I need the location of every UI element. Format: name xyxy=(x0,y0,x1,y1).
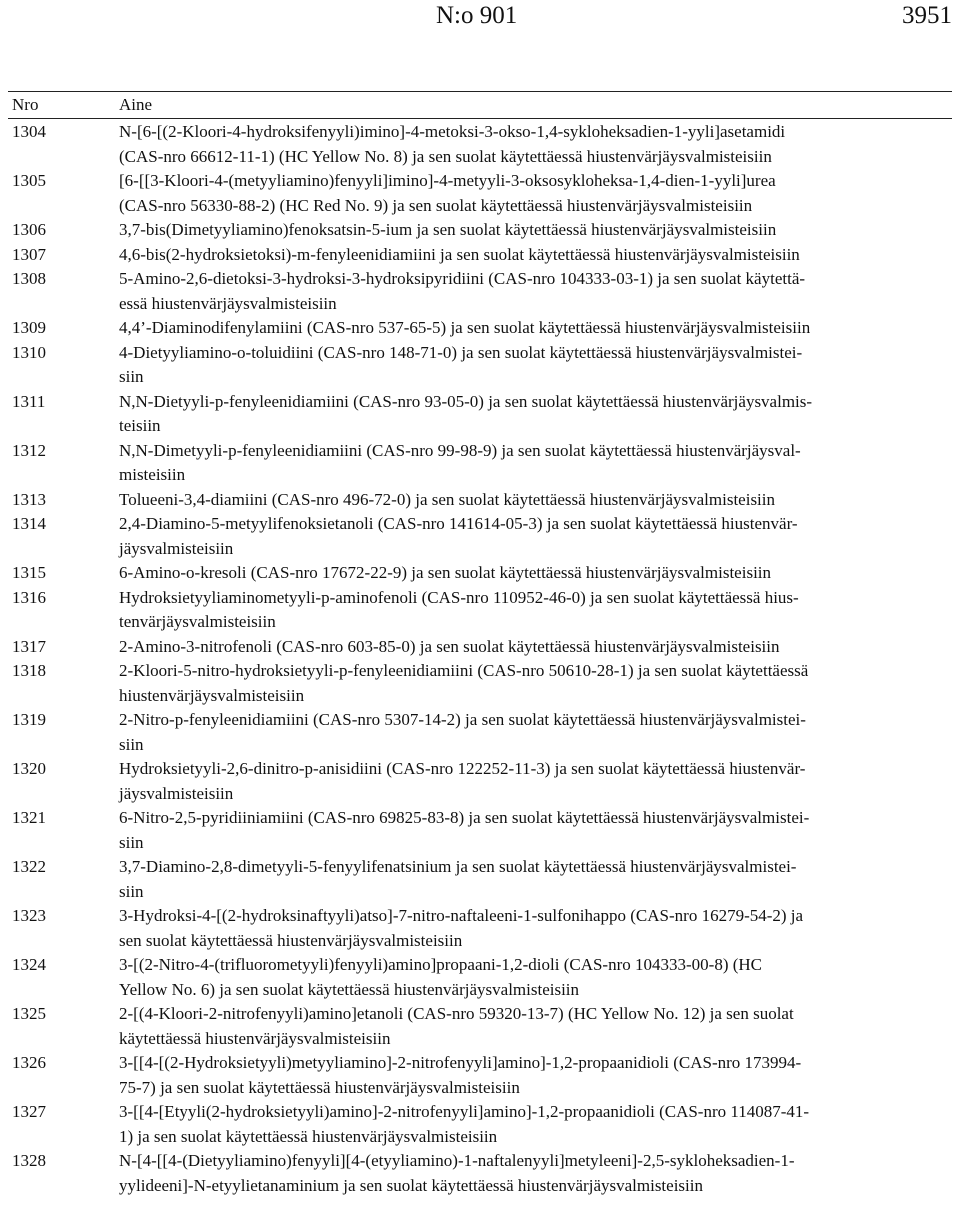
table-row xyxy=(0,341,960,390)
substance-description: Hydroksietyyli-2,6-dinitro-p-anisidiini (CAS-nro 122252-11-3) ja sen suolat käytettäessä hiustenvär- jäysvalmisteisiin xyxy=(119,759,806,803)
row-number: 1327 xyxy=(12,1102,46,1121)
row-number: 1307 xyxy=(12,244,46,264)
table-row xyxy=(0,1100,960,1149)
substance-description: 6-Amino-o-kresoli (CAS-nro 17672-22-9) ja sen suolat käytettäessä hiustenvärjäysvalmisteisiin xyxy=(119,563,772,582)
substance-description: N,N-Dietyyli-p-fenyleenidiamiini (CAS-nro 93-05-0) ja sen suolat käytettäessä hiustenvärjäysvalmis- teisiin xyxy=(119,391,813,435)
table-row xyxy=(0,1051,960,1100)
table-row xyxy=(0,659,960,708)
table-row xyxy=(0,904,960,953)
substance-description: 2-Kloori-5-nitro-hydroksietyyli-p-fenyleenidiamiini (CAS-nro 50610-28-1) ja sen suolat käytettäessä hiustenvärjäysvalmisteisiin xyxy=(119,661,809,705)
row-number: 1314 xyxy=(12,514,46,533)
table-row xyxy=(0,953,960,1002)
table-row xyxy=(0,586,960,635)
table-row xyxy=(0,1002,960,1051)
row-number: 1318 xyxy=(12,661,46,680)
row-number: 1320 xyxy=(12,759,46,778)
column-header-nro: Nro xyxy=(12,95,39,114)
table-row xyxy=(0,439,960,488)
table-row xyxy=(0,806,960,855)
table-row xyxy=(0,1149,960,1198)
table-row xyxy=(0,561,960,586)
substance-description: Hydroksietyyliaminometyyli-p-aminofenoli (CAS-nro 110952-46-0) ja sen suolat käytettäessä hius- tenvärjäysvalmisteisiin xyxy=(119,587,799,631)
table-row xyxy=(0,267,960,316)
substance-description: 2,4-Diamino-5-metyylifenoksietanoli (CAS-nro 141614-05-3) ja sen suolat käytettäessä hiustenvär- jäysvalmisteisiin xyxy=(119,514,798,558)
row-number: 1323 xyxy=(12,906,46,925)
table-row xyxy=(0,855,960,904)
row-number: 1326 xyxy=(12,1053,46,1072)
table-row xyxy=(0,635,960,660)
substance-table xyxy=(0,120,960,1198)
substance-description: 4-Dietyyliamino-o-toluidiini (CAS-nro 148-71-0) ja sen suolat käytettäessä hiustenvärjäysvalmistei- siin xyxy=(119,342,803,386)
page-number: 3951 xyxy=(902,2,952,29)
row-number: 1325 xyxy=(12,1004,46,1023)
substance-description: 6-Nitro-2,5-pyridiiniamiini (CAS-nro 69825-83-8) ja sen suolat käytettäessä hiustenvärjäysvalmistei- siin xyxy=(119,808,810,852)
table-row xyxy=(0,757,960,806)
row-number: 1315 xyxy=(12,563,46,582)
substance-description: 5-Amino-2,6-dietoksi-3-hydroksi-3-hydroksipyridiini (CAS-nro 104333-03-1) ja sen suolat käytettä- essä hiustenvärjäysvalmisteisiin xyxy=(119,269,806,313)
substance-description: 3-[[4-[Etyyli(2-hydroksietyyli)amino]-2-nitrofenyyli]amino]-1,2-propaanidioli (CAS-nro 114087-41- 1) ja sen suolat käytettäessä hiustenvärjäysvalmisteisiin xyxy=(119,1102,810,1146)
substance-description: 4,6-bis(2-hydroksietoksi)-m-fenyleenidiamiini ja sen suolat käytettäessä hiustenvärjäysvalmisteisiin xyxy=(119,244,800,264)
column-header-aine: Aine xyxy=(119,95,153,114)
row-number: 1322 xyxy=(12,857,46,876)
row-number: 1324 xyxy=(12,955,46,974)
table-row xyxy=(0,390,960,439)
substance-description: 2-[(4-Kloori-2-nitrofenyyli)amino]etanoli (CAS-nro 59320-13-7) (HC Yellow No. 12) ja sen suolat käytettäessä hiustenvärjäysvalmisteisiin xyxy=(119,1004,794,1048)
substance-description: N-[4-[[4-(Dietyyliamino)fenyyli][4-(etyyliamino)-1-naftalenyyli]metyleeni]-2,5-sykloheksadien-1- yylideeni]-N-etyylietanaminium ja sen suolat käytettäessä hiustenvärjäysvalmisteisiin xyxy=(119,1151,795,1195)
row-number: 1321 xyxy=(12,808,46,827)
row-number: 1319 xyxy=(12,710,46,729)
substance-description: [6-[[3-Kloori-4-(metyyliamino)fenyyli]imino]-4-metyyli-3-oksosykloheksa-1,4-dien-1-yyli]urea (CAS-nro 56330-88-2) (HC Red No. 9) ja sen suolat käytettäessä hiustenvärjäysvalmisteisiin xyxy=(119,171,776,215)
issue-number: N:o 901 xyxy=(436,2,518,29)
row-number: 1309 xyxy=(12,318,46,337)
row-number: 1305 xyxy=(12,171,46,190)
table-row xyxy=(0,120,960,169)
table-top-rule xyxy=(8,91,952,92)
row-number: 1311 xyxy=(12,391,46,411)
table-row xyxy=(0,316,960,341)
substance-description: N,N-Dimetyyli-p-fenyleenidiamiini (CAS-nro 99-98-9) ja sen suolat käytettäessä hiustenvärjäysval- misteisiin xyxy=(119,440,801,484)
table-row xyxy=(0,243,960,268)
table-row xyxy=(0,218,960,243)
substance-description: 3,7-Diamino-2,8-dimetyyli-5-fenyylifenatsinium ja sen suolat käytettäessä hiustenvärjäysvalmistei- siin xyxy=(119,857,797,901)
substance-description: 3-[(2-Nitro-4-(trifluorometyyli)fenyyli)amino]propaani-1,2-dioli (CAS-nro 104333-00-8) (HC Yellow No. 6) ja sen suolat käytettäessä hiustenvärjäysvalmisteisiin xyxy=(119,955,763,999)
page-header xyxy=(0,0,960,60)
row-number: 1328 xyxy=(12,1151,46,1170)
row-number: 1304 xyxy=(12,122,46,141)
substance-description: 3-[[4-[(2-Hydroksietyyli)metyyliamino]-2-nitrofenyyli]amino]-1,2-propaanidioli (CAS-nro 173994- 75-7) ja sen suolat käytettäessä hiustenvärjäysvalmisteisiin xyxy=(119,1053,802,1097)
substance-description: 2-Nitro-p-fenyleenidiamiini (CAS-nro 5307-14-2) ja sen suolat käytettäessä hiustenvärjäysvalmistei- siin xyxy=(119,710,806,754)
table-header-rule xyxy=(8,118,952,119)
table-row xyxy=(0,708,960,757)
substance-description: 3-Hydroksi-4-[(2-hydroksinaftyyli)atso]-7-nitro-naftaleeni-1-sulfonihappo (CAS-nro 16279-54-2) ja sen suolat käytettäessä hiustenvärjäysvalmisteisiin xyxy=(119,906,804,950)
row-number: 1312 xyxy=(12,440,46,460)
substance-description: 2-Amino-3-nitrofenoli (CAS-nro 603-85-0) ja sen suolat käytettäessä hiustenvärjäysvalmisteisiin xyxy=(119,636,780,656)
row-number: 1308 xyxy=(12,269,46,288)
row-number: 1306 xyxy=(12,220,46,239)
row-number: 1310 xyxy=(12,342,46,362)
substance-description: 4,4’-Diaminodifenylamiini (CAS-nro 537-65-5) ja sen suolat käytettäessä hiustenvärjäysvalmisteisiin xyxy=(119,318,811,337)
row-number: 1316 xyxy=(12,587,46,607)
table-row xyxy=(0,512,960,561)
table-row xyxy=(0,488,960,513)
row-number: 1313 xyxy=(12,489,46,509)
substance-description: N-[6-[(2-Kloori-4-hydroksifenyyli)imino]-4-metoksi-3-okso-1,4-sykloheksadien-1-yyli]asetamidi (CAS-nro 66612-11-1) (HC Yellow No. 8) ja sen suolat käytettäessä hiustenvärjäysvalmisteisiin xyxy=(119,122,786,166)
substance-description: Tolueeni-3,4-diamiini (CAS-nro 496-72-0) ja sen suolat käytettäessä hiustenvärjäysvalmisteisiin xyxy=(119,489,776,509)
row-number: 1317 xyxy=(12,636,46,656)
substance-description: 3,7-bis(Dimetyyliamino)fenoksatsin-5-ium ja sen suolat käytettäessä hiustenvärjäysvalmisteisiin xyxy=(119,220,777,239)
table-row xyxy=(0,169,960,218)
